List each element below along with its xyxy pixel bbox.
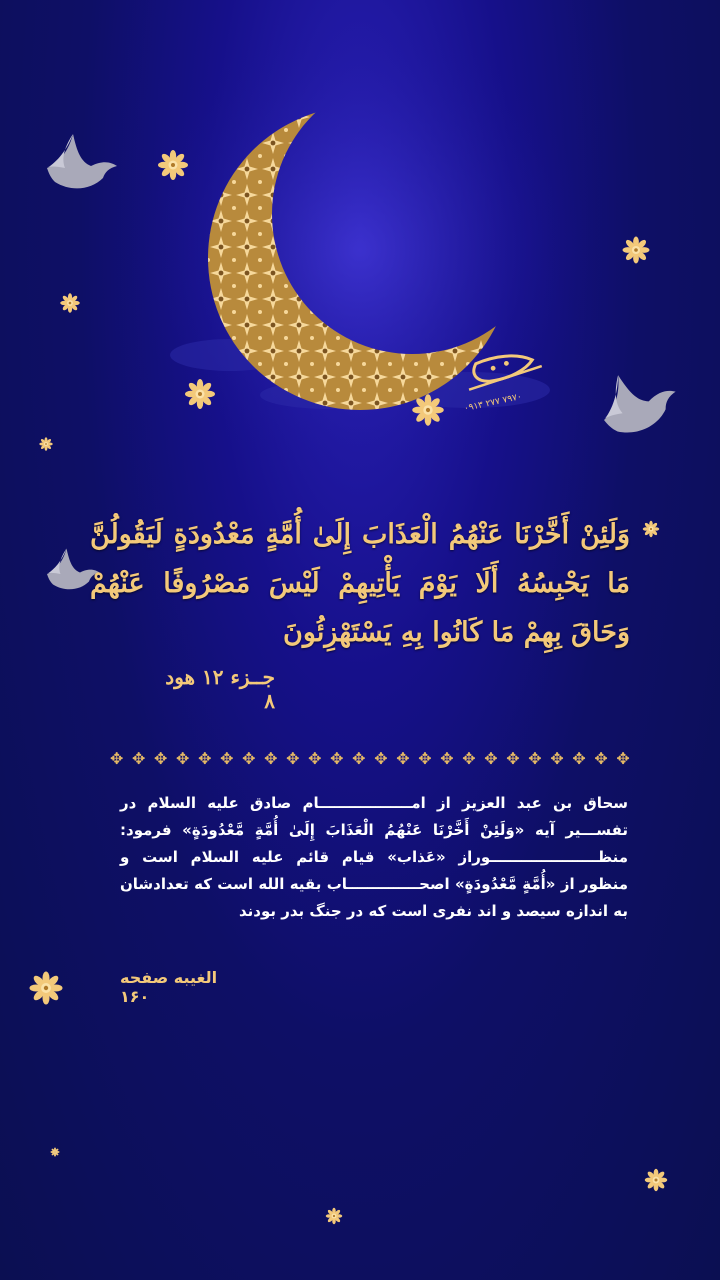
star-flower-icon bbox=[60, 293, 80, 313]
star-flower-icon bbox=[51, 1148, 60, 1157]
divider-ornament-icon: ✥ bbox=[242, 748, 256, 768]
crescent-moon bbox=[150, 90, 570, 430]
divider-ornament-icon: ✥ bbox=[440, 748, 454, 768]
divider-ornament-icon: ✥ bbox=[286, 748, 300, 768]
divider-ornament-icon: ✥ bbox=[506, 748, 520, 768]
logo-phone: ۰۹۱۳ ۲۷۷ ۷۹۷۰ bbox=[463, 391, 523, 415]
star-flower-icon bbox=[412, 394, 444, 426]
commentary-text: سحاق بن عبد العزیز از امــــــــــــــــــام صادق علیه السلام در تفســـیر آیه «وَلَئِنْ أَخَّرْنَا عَنْهُمُ الْعَذَابَ إِلَىٰ أُمَّةٍ مَّعْدُودَةٍ» فرمود: منظـــــــــــــــــــــوراز «عَذاب» قیام قائم علیه السلام است و منظور از «أُمَّةٍ مَّعْدُودَةٍ» اصحــــــــــــــاب بقیه الله است که تعدادشان به اندازه سیصد و اند نفری است که در جنگ بدر بودند bbox=[120, 794, 628, 920]
dove-icon bbox=[591, 359, 684, 442]
divider-ornament-icon: ✥ bbox=[176, 748, 190, 768]
star-flower-icon bbox=[643, 521, 660, 538]
divider-ornament-icon: ✥ bbox=[198, 748, 212, 768]
source-citation: الغیبه صفحه ۱۶۰ bbox=[120, 968, 218, 1006]
divider-ornament-icon: ✥ bbox=[154, 748, 168, 768]
divider-ornament-icon: ✥ bbox=[484, 748, 498, 768]
divider-ornament-icon: ✥ bbox=[352, 748, 366, 768]
divider-ornament-icon: ✥ bbox=[132, 748, 146, 768]
star-flower-icon bbox=[158, 150, 188, 180]
dove-icon bbox=[47, 134, 117, 188]
divider-ornament bbox=[110, 746, 630, 770]
divider-ornament-icon: ✥ bbox=[594, 748, 608, 768]
divider-ornament-icon: ✥ bbox=[264, 748, 278, 768]
divider-ornament-icon: ✥ bbox=[616, 748, 630, 768]
divider-ornament-icon: ✥ bbox=[220, 748, 234, 768]
divider-ornament-icon: ✥ bbox=[462, 748, 476, 768]
star-flower-icon bbox=[30, 972, 63, 1005]
star-flower-icon bbox=[623, 237, 650, 264]
star-flower-icon bbox=[645, 1169, 668, 1192]
verse-reference: جــزء ۱۲ هود ۸ bbox=[165, 665, 275, 713]
quran-verse: وَلَئِنْ أَخَّرْنَا عَنْهُمُ الْعَذَابَ إِلَىٰ أُمَّةٍ مَعْدُودَةٍ لَيَقُولُنَّ مَا يَحْبِسُهُ أَلَا يَوْمَ يَأْتِيهِمْ لَيْسَ مَصْرُوفًا عَنْهُمْ وَحَاقَ بِهِمْ مَا كَانُوا بِهِ يَسْتَهْزِئُونَ bbox=[90, 519, 630, 648]
divider-ornament-icon: ✥ bbox=[110, 748, 124, 768]
divider-ornament-icon: ✥ bbox=[396, 748, 410, 768]
star-flower-icon bbox=[326, 1208, 343, 1225]
divider-ornament-icon: ✥ bbox=[374, 748, 388, 768]
star-flower-icon bbox=[185, 379, 215, 409]
divider-ornament-icon: ✥ bbox=[528, 748, 542, 768]
divider-ornament-icon: ✥ bbox=[330, 748, 344, 768]
divider-ornament-icon: ✥ bbox=[418, 748, 432, 768]
divider-ornament-icon: ✥ bbox=[308, 748, 322, 768]
divider-ornament-icon: ✥ bbox=[572, 748, 586, 768]
star-flower-icon bbox=[39, 437, 53, 451]
divider-ornament-icon: ✥ bbox=[550, 748, 564, 768]
